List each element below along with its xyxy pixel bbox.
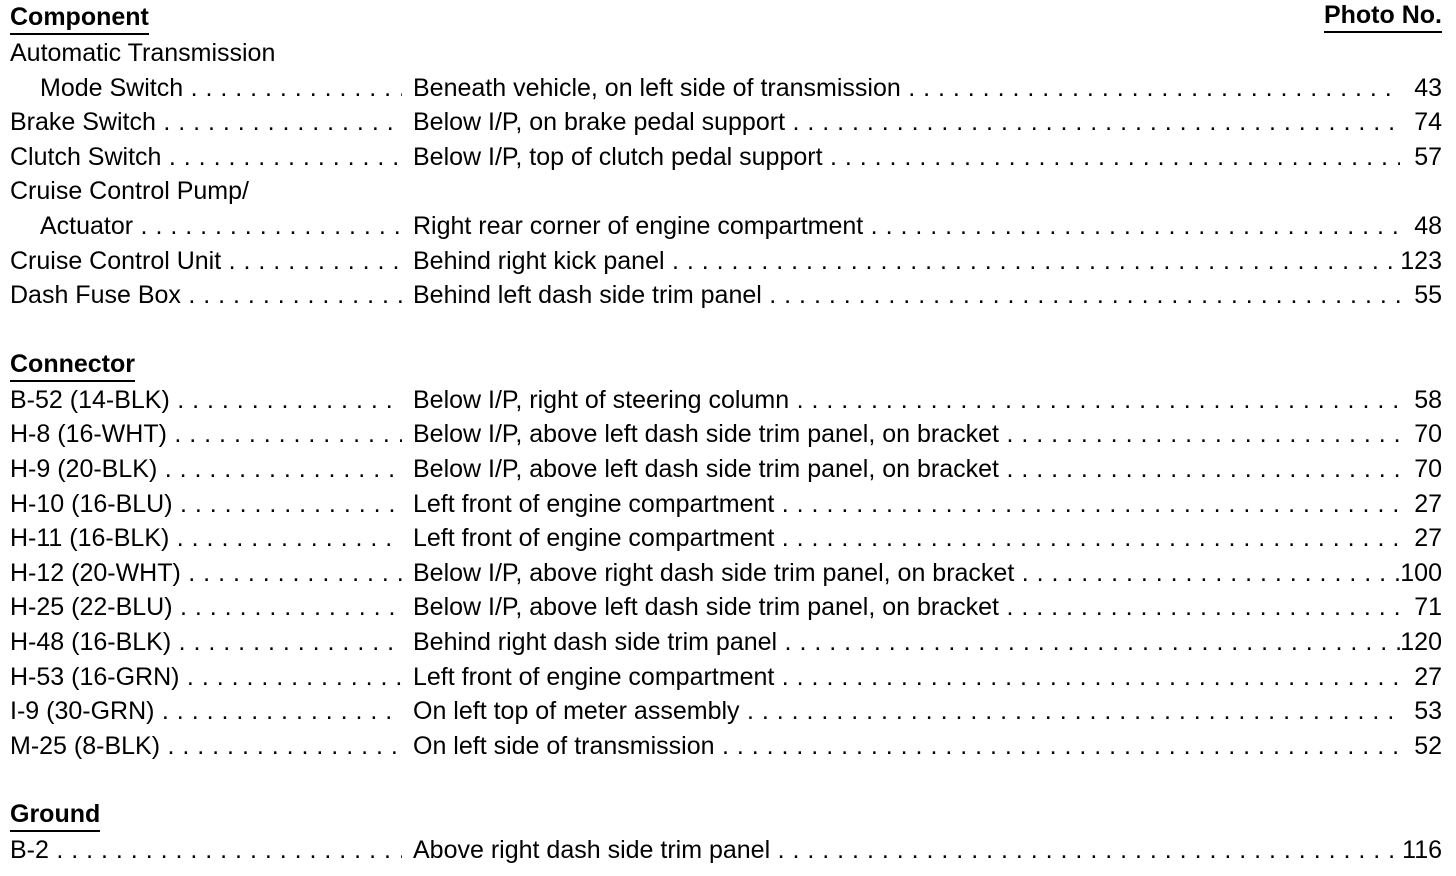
table-row [10,694,1442,729]
connector-heading: Connector [10,349,135,382]
photo-number: 27 [1414,489,1442,518]
table-row [10,417,1442,452]
component-location: Below I/P, on brake pedal support . . . [413,105,1400,140]
photo-number: 27 [1414,524,1442,553]
component-name: I-9 (30-GRN) . . . [10,694,402,729]
component-location: Left front of engine compartment . . . [413,660,1400,695]
table-row [10,244,1442,279]
photo-number: 27 [1414,662,1442,691]
component-name: Dash Fuse Box . . . [10,278,402,313]
component-location: Below I/P, above left dash side trim panel, on bracket . . . [413,590,1400,625]
component-heading: Component [10,2,149,35]
photo-number: 53 [1414,697,1442,726]
photo-number: 70 [1414,420,1442,449]
component-location: Above right dash side trim panel . . . [413,833,1400,868]
table-row [10,209,1442,244]
photo-number: 74 [1414,108,1442,137]
component-name: H-11 (16-BLK) . . . [10,521,402,556]
component-location: Below I/P, above left dash side trim panel, on bracket . . . [413,452,1400,487]
table-row [10,521,1442,556]
component-name: H-12 (20-WHT) . . . [10,556,402,591]
component-name: M-25 (8-BLK) . . . [10,729,402,764]
ground-list [10,833,1442,868]
component-location: Behind right dash side trim panel . . . [413,625,1400,660]
table-row [10,383,1442,418]
photo-number: 120 [1400,627,1442,656]
component-name: Clutch Switch . . . [10,140,402,175]
table-row [10,590,1442,625]
component-name: H-10 (16-BLU) . . . [10,487,402,522]
component-location: Right rear corner of engine compartment . . . [413,209,1400,244]
photo-number-heading: Photo No. [1324,0,1442,33]
photo-number: 58 [1414,385,1442,414]
component-name: Brake Switch . . . [10,105,402,140]
photo-number: 71 [1414,593,1442,622]
table-row [10,660,1442,695]
table-row [10,487,1442,522]
table-row [10,452,1442,487]
photo-number: 123 [1400,246,1442,275]
connector-list [10,383,1442,764]
component-location: Left front of engine compartment . . . [413,521,1400,556]
component-name: Automatic Transmission [10,39,276,67]
component-location-table [10,0,1442,868]
photo-number: 57 [1414,142,1442,171]
table-header [10,0,1442,36]
table-row [10,278,1442,313]
component-location: Below I/P, above left dash side trim panel, on bracket . . . [413,417,1400,452]
photo-number: 70 [1414,454,1442,483]
component-name: Actuator . . . [10,209,402,244]
section-spacer [10,763,1442,797]
component-location: On left top of meter assembly . . . [413,694,1400,729]
photo-number: 52 [1414,731,1442,760]
table-row [10,833,1442,868]
component-name: H-25 (22-BLU) . . . [10,590,402,625]
component-name: Mode Switch . . . [10,71,402,106]
component-location: On left side of transmission . . . [413,729,1400,764]
section-spacer [10,313,1442,347]
component-name: H-53 (16-GRN) . . . [10,660,402,695]
photo-number: 48 [1414,211,1442,240]
component-name: B-2 . . . [10,833,402,868]
ground-heading: Ground [10,799,100,832]
table-row [10,140,1442,175]
component-location: Below I/P, above right dash side trim panel, on bracket . . . [413,556,1400,591]
component-location: Below I/P, top of clutch pedal support . . . [413,140,1400,175]
table-row [10,105,1442,140]
photo-number: 116 [1402,836,1442,865]
component-location: Behind right kick panel . . . [413,244,1400,279]
table-row [10,36,1442,71]
table-row [10,71,1442,106]
component-name: Cruise Control Unit . . . [10,244,402,279]
component-location: Below I/P, right of steering column . . . [413,383,1400,418]
ground-heading-row [10,797,1442,833]
connector-heading-row [10,347,1442,383]
component-name: B-52 (14-BLK) . . . [10,383,402,418]
component-name: H-9 (20-BLK) . . . [10,452,402,487]
photo-number: 55 [1414,281,1442,310]
component-location: Left front of engine compartment . . . [413,487,1400,522]
components-list [10,36,1442,313]
table-row [10,729,1442,764]
table-row [10,625,1442,660]
component-name: Cruise Control Pump/ [10,177,249,206]
table-row [10,174,1442,209]
component-name: H-48 (16-BLK) . . . [10,625,402,660]
component-name: H-8 (16-WHT) . . . [10,417,402,452]
component-location: Behind left dash side trim panel . . . [413,278,1400,313]
photo-number: 100 [1400,558,1442,587]
table-row [10,556,1442,591]
component-location: Beneath vehicle, on left side of transmission . . . [413,71,1400,106]
photo-number: 43 [1414,73,1442,102]
